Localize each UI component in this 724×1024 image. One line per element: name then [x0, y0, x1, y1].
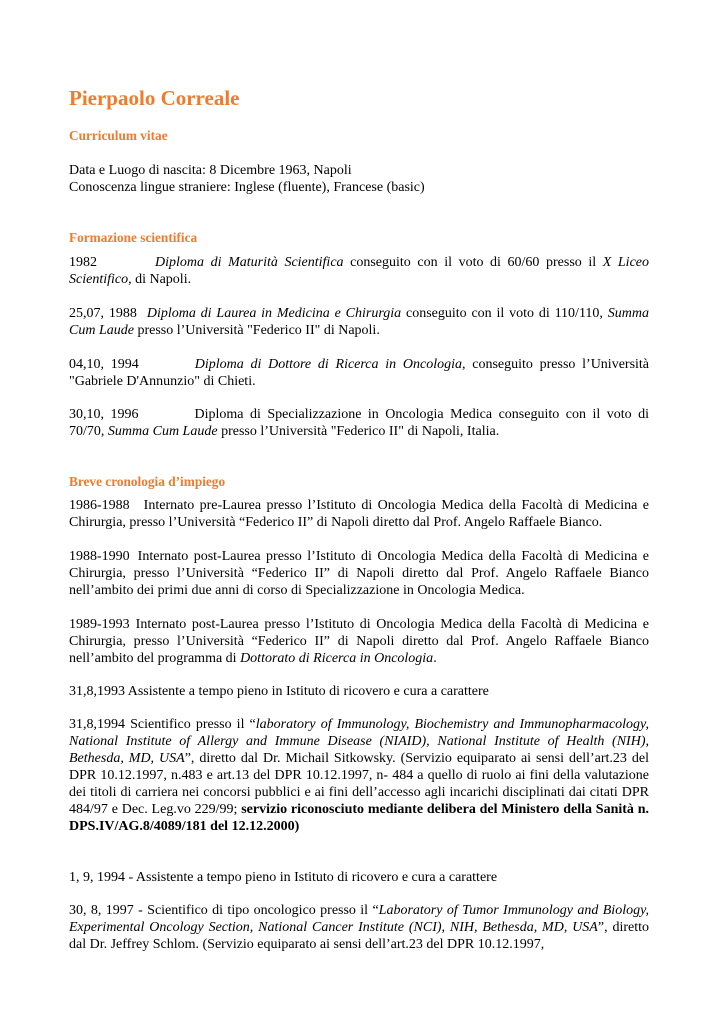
employment-item: 1, 9, 1994 - Assistente a tempo pieno in Istituto di ricovero e cura a carattere [69, 870, 498, 885]
employment-heading: Breve cronologia d’impiego [69, 474, 226, 489]
birth-info: Data e Luogo di nascita: 8 Dicembre 1963, Napoli [69, 163, 352, 178]
employment-item: 31,8,1994 Scientifico presso il “laboratory of Immunology, Biochemistry and Immunopharmacology, National Institute of Allergy and Immune Disease (NIAID), National Institute of Health (NIH), Bethesda, MD, USA”, diretto dal Dr. Michail Sitkowsky. (Servizio equiparato ai sensi dell’art.23 del DPR 10.12.1997, n.483 e art.13 del DPR 10.12.1997, n- 484 a quello di ruolo ai fini della valutazione dei titoli di carriera nei concorsi pubblici e ai fini dell’accesso agli incarichi disciplinati dai citati DPR 484/97 e Dec. Leg.vo 229/99; servizio riconosciuto mediante delibera del Ministero della Sanità n. DPS.IV/AG.8/4089/181 del 12.12.2000) [69, 717, 650, 834]
cv-heading: Curriculum vitae [69, 128, 168, 143]
person-name: Pierpaolo Correale [69, 86, 240, 110]
employment-item: 1986-1988 Internato pre-Laurea presso l’Istituto di Oncologia Medica della Facoltà di Medicina e Chirurgia, presso l’Università “Federico II” di Napoli diretto dal Prof. Angelo Raffaele Bianco. [69, 498, 649, 530]
education-item: 25,07, 1988 Diploma di Laurea in Medicina e Chirurgia conseguito con il voto di 110/110, Summa Cum Laude presso l’Università "Federico II" di Napoli. [69, 306, 649, 338]
education-heading: Formazione scientifica [69, 230, 198, 245]
employment-item: 30, 8, 1997 - Scientifico di tipo oncologico presso il “Laboratory of Tumor Immunology and Biology, Experimental Oncology Section, National Cancer Institute (NCI), NIH, Bethesda, MD, USA”, diretto dal Dr. Jeffrey Schlom. (Servizio equiparato ai sensi dell’art.23 del DPR 10.12.1997, [69, 903, 650, 952]
education-item: 04,10, 1994 Diploma di Dottore di Ricerca in Oncologia, conseguito presso l’Università "Gabriele D'Annunzio" di Chieti. [69, 357, 650, 389]
employment-item: 31,8,1993 Assistente a tempo pieno in Istituto di ricovero e cura a carattere [69, 684, 489, 699]
education-item: 1982 Diploma di Maturità Scientifica conseguito con il voto di 60/60 presso il X Liceo Scientifico, di Napoli. [69, 255, 649, 287]
languages-info: Conoscenza lingue straniere: Inglese (fluente), Francese (basic) [69, 180, 425, 195]
employment-item: 1989-1993 Internato post-Laurea presso l’Istituto di Oncologia Medica della Facoltà di Medicina e Chirurgia, presso l’Università “Federico II” di Napoli diretto dal Prof. Angelo Raffaele Bianco nell’ambito del programma di Dottorato di Ricerca in Oncologia. [69, 617, 649, 666]
employment-item: 1988-1990 Internato post-Laurea presso l’Istituto di Oncologia Medica della Facoltà di Medicina e Chirurgia, presso l’Università “Federico II” di Napoli diretto dal Prof. Angelo Raffaele Bianco nell’ambito dei primi due anni di corso di Specializzazione in Oncologia Medica. [69, 549, 649, 598]
education-item: 30,10, 1996 Diploma di Specializzazione in Oncologia Medica conseguito con il voto di 70/70, Summa Cum Laude presso l’Università "Federico II" di Napoli, Italia. [69, 407, 649, 439]
